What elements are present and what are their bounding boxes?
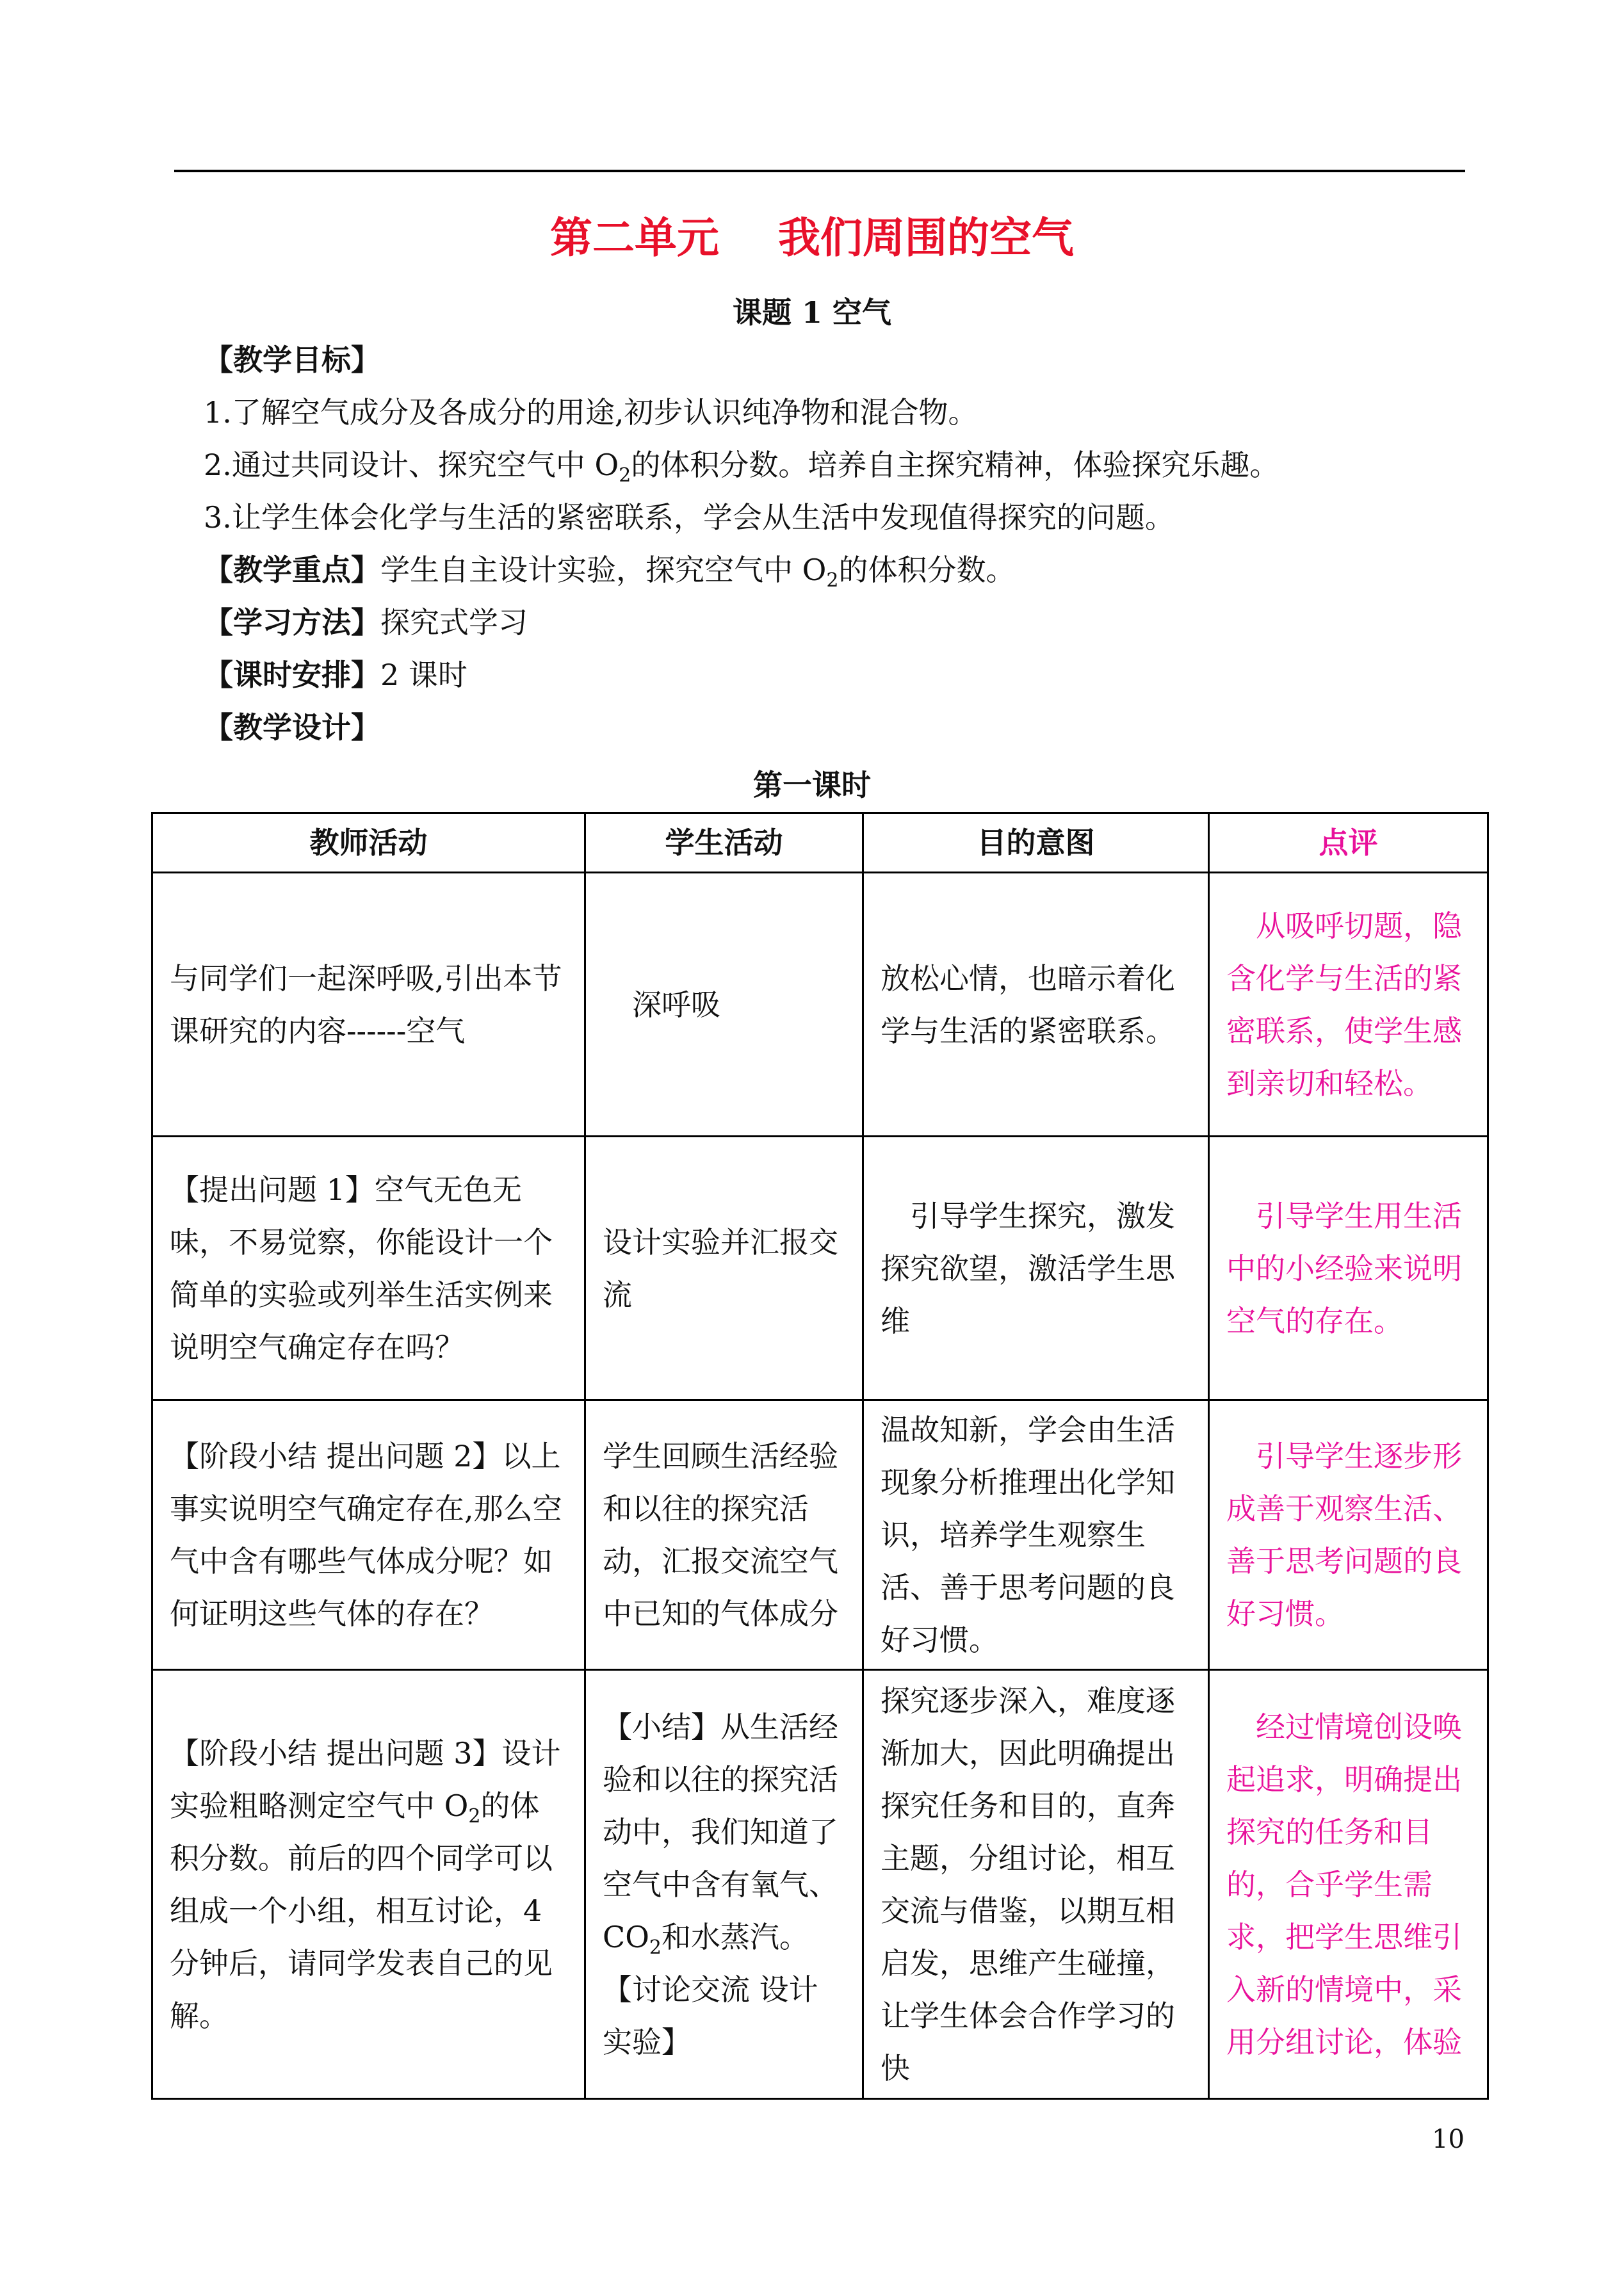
key-points-subscript: 2 — [826, 569, 839, 592]
purpose-cell: 引导学生探究，激发探究欲望，激活学生思维 — [863, 1137, 1209, 1400]
key-points-label: 【教学重点】 — [204, 553, 380, 587]
objective-2-text: 2.通过共同设计、探究空气中 O — [204, 448, 619, 482]
objectives-heading — [204, 341, 380, 379]
lesson-schedule-text: 2 课时 — [380, 658, 467, 692]
header-purpose: 目的意图 — [863, 813, 1209, 873]
review-cell: 经过情境创设唤起追求，明确提出探究的任务和目的，合乎学生需求，把学生思维引入新的情境中，采用分组讨论，体验 — [1209, 1670, 1488, 2099]
period-title: 第一课时 — [753, 768, 871, 802]
header-rule — [174, 170, 1465, 172]
unit-title: 第二单元 我们周围的空气 — [550, 213, 1074, 263]
purpose-cell: 放松心情，也暗示着化学与生活的紧密联系。 — [863, 873, 1209, 1137]
teacher-cell — [152, 1670, 585, 2099]
table-row — [152, 873, 1488, 1137]
key-points-text-tail: 的体积分数。 — [838, 553, 1016, 587]
lesson-schedule-label: 【课时安排】 — [204, 658, 380, 692]
learning-method — [204, 603, 528, 642]
teacher-cell: 【提出问题 1】空气无色无味，不易觉察，你能设计一个简单的实验或列举生活实例来说明空气确定存在吗？ — [152, 1137, 585, 1400]
student-discussion-label: 【讨论交流 设计实验】 — [603, 1972, 818, 2059]
key-points-text: 学生自主设计实验，探究空气中 O — [380, 553, 827, 587]
student-cell: 设计实验并汇报交流 — [585, 1137, 863, 1400]
student-subscript: 2 — [649, 1936, 662, 1959]
student-text-tail: 和水蒸汽。 — [662, 1919, 809, 1954]
student-cell: 深呼吸 — [585, 873, 863, 1137]
teaching-design — [204, 708, 380, 747]
student-cell: 学生回顾生活经验和以往的探究活动，汇报交流空气中已知的气体成分 — [585, 1400, 863, 1670]
objective-item-2 — [204, 446, 1279, 495]
lesson-table — [151, 812, 1489, 2100]
learning-method-text: 探究式学习 — [380, 605, 528, 640]
objective-2-text-tail: 的体积分数。培养自主探究精神，体验探究乐趣。 — [631, 448, 1279, 482]
teacher-text-tail: 的体积分数。前后的四个同学可以组成一个小组，相互讨论，4 分钟后，请同学发表自己的见解。 — [170, 1788, 553, 2033]
purpose-cell: 探究逐步深入，难度逐渐加大，因此明确提出探究任务和目的，直奔主题，分组讨论，相互交流与借鉴，以期互相启发，思维产生碰撞，让学生体会合作学习的快 — [863, 1670, 1209, 2099]
review-cell: 从吸呼切题，隐含化学与生活的紧密联系，使学生感到亲切和轻松。 — [1209, 873, 1488, 1137]
objective-item-3: 3.让学生体会化学与生活的紧密联系，学会从生活中发现值得探究的问题。 — [204, 500, 1174, 535]
teaching-design-label: 【教学设计】 — [204, 710, 380, 745]
objective-item-1: 1.了解空气成分及各成分的用途,初步认识纯净物和混合物。 — [204, 395, 978, 430]
purpose-cell: 温故知新，学会由生活现象分析推理出化学知识，培养学生观察生活、善于思考问题的良好习惯。 — [863, 1400, 1209, 1670]
student-cell — [585, 1670, 863, 2099]
key-points — [204, 551, 1015, 600]
header-review: 点评 — [1209, 813, 1488, 873]
teacher-cell: 与同学们一起深呼吸,引出本节课研究的内容------空气 — [152, 873, 585, 1137]
table-row — [152, 1137, 1488, 1400]
header-student-activity: 学生活动 — [585, 813, 863, 873]
page-number: 10 — [1432, 2125, 1465, 2154]
teacher-text: 【阶段小结 提出问题 3】设计实验粗略测定空气中 O — [170, 1735, 561, 1823]
lesson-schedule — [204, 656, 467, 694]
teacher-cell: 【阶段小结 提出问题 2】以上事实说明空气确定存在,那么空气中含有哪些气体成分呢？如何证明这些气体的存在？ — [152, 1400, 585, 1670]
objective-2-subscript: 2 — [619, 464, 631, 487]
student-text: 【小结】从生活经验和以往的探究活动中，我们知道了空气中含有氧气、CO — [603, 1709, 838, 1954]
table-row — [152, 1400, 1488, 1670]
review-cell: 引导学生逐步形成善于观察生活、善于思考问题的良好习惯。 — [1209, 1400, 1488, 1670]
objectives-label: 【教学目标】 — [204, 343, 380, 377]
learning-method-label: 【学习方法】 — [204, 605, 380, 640]
review-cell: 引导学生用生活中的小经验来说明空气的存在。 — [1209, 1137, 1488, 1400]
header-teacher-activity: 教师活动 — [152, 813, 585, 873]
teacher-subscript: 2 — [468, 1804, 481, 1828]
lesson-title: 课题 1 空气 — [732, 295, 892, 330]
table-header-row — [152, 813, 1488, 873]
table-row — [152, 1670, 1488, 2099]
